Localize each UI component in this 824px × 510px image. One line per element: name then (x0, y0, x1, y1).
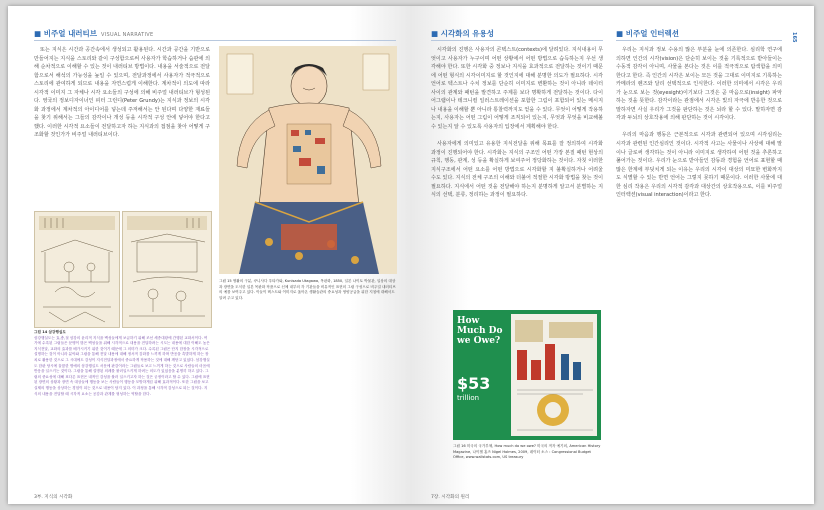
right-col1-heading: ■ 시각화의 유용성 (431, 29, 495, 38)
left-paragraph-1: 또는 지식은 시간과 공간속에서 생성되고 활용된다. 시간과 공간을 기반으로 만들어지는 지식을 스토리와 같이 구성함으로써 사용자가 학습하거나 습관에 의해 순차적으로 이해할 수 있는 것이 내러티브 방법이다. 내용을 서술적으로 전달함으로서 해석의 가능성을 높일 수 있으며, 전달과정에서 사용자가 적극적으로 스토리에 관여하게 되므로 내용을 자연스럽게 이해한다. 계차적이 의도에 따라 시각적 이미지 그 자체나 시각 요소들의 구성에 의해 비주얼 내러티브가 형성된다. 영국의 정보디자이너인 피터 그런디(Peter Grundy)는 지식과 정보의 시각화 과정에서 계차적의 아이디어를 넣는데 주저해서는 안 된다며 다양한 재료들을 찾기 위해서는 그들의 감각이나 개성 등을 시각적 구성 안에 넣어야 한다고 했다. 이러한 시각적 요소들이 전달하고자 하는 지식과의 접점을 찾아 어떻게 구조화할 것인가가 비주얼 내러티브이다. (34, 47, 210, 139)
page-number: 165 (791, 32, 797, 43)
figure-14-right-print (122, 211, 212, 328)
right-page (411, 6, 814, 504)
right-col1-rule (431, 40, 603, 41)
ukiyoe-anatomy-illustration (219, 46, 397, 274)
figure-14-left-print (34, 211, 120, 328)
figure-16-caption: 그림 16 미국의 국가부채, How much do we owe? 미국의 적자 예기외, American History Magazine, 나이젤 홈즈 Nigel Holmes, 2009, 데이터 소스 : Congressional Budget Office, www.wallstats.com, US treasury (453, 444, 601, 460)
figure-16-poster (453, 310, 601, 440)
poster-unit: trillion (457, 394, 480, 402)
left-heading-sub: VISUAL NARRATIVE (101, 32, 154, 38)
left-heading: ■ 비주얼 내러티브 VISUAL NARRATIVE (34, 29, 154, 38)
right-col2-rule (616, 40, 782, 41)
bullet-icon: ■ (34, 29, 42, 38)
poster-amount: $53 (457, 374, 491, 393)
woodblock-print-illustration (35, 212, 119, 327)
right-col1-text (431, 46, 603, 208)
right-folio: 7장. 시각화의 원리 (431, 495, 470, 500)
bullet-icon: ■ (616, 29, 624, 38)
figure-15-image (219, 46, 397, 274)
figure-14-caption-title: 그림 14 삼강행실도 (34, 330, 66, 334)
poster-title: How Much Do we Owe? (457, 316, 503, 346)
left-heading-rule (34, 40, 396, 41)
left-body-text (34, 46, 210, 149)
left-page (8, 6, 411, 504)
woodblock-print-illustration (123, 212, 211, 327)
figure-14-caption-body: 삼강행실도는 효,충,절 삼강의 윤리적 지식을 백성들에게 보급하기 위해 조선 세종대왕에 간행된 교화서이다. 여기에 수록된 그림들은 문맹이 많은 백성들을 위해 시각적으로 내용을 전달하려는 시도는 내용에 대한 이해도 높은 지식전달, 교화의 효과를 배가시키기 위한 것이기 때문에 그 의미가 크다. 수록된 그림은 단지 한장을 시각적으로 설명하는 것이 아니라 분야와 그림을 통해 전달 내용에 대해 정서적 감화를 느끼게 하며 반응을 촉발하게 하는 장치로 활용한 것으로 그 시대에도 감성이 지식전달과정에서 중요하게 작용하는 것에 대해 깨닫고 있었다. 삼강행실도 한판 당시에 훌륭한 명예의 삼강행실도 서문에 판감이라는 그림들로 보고 느끼게 하는 것으로 사람들의 마음에 반응을 일으키는 것이다. 그림을 통해 설명된 의례를 불러일으키게 하려는 의도가 있었음을 분명히 하고 있다. 그림의 중요성에 대해 표다른 표현은 내적인 감성을 불러 일으키고자 하는 것은 궁정이라고 할 수 있다. 그림에 표현된 장면의 상황과 장면 속 대상들에 행동을 보는 사람들이 행동을 모방하게끔 위해 효과적이다. 또한 그림을 보고 실제의 행동을 상상하는 경험이 되는 것으로 내용이 담겨 있다. 이 과정을 통해 시각적 감성으로 되는 것이다. 지식의 내용을 전달할 때 시각적 요소는 공감과 관계를 형성하는 역할을 한다. (34, 335, 210, 396)
right-col2-paragraph-1: 우리는 지식과 정보 수용의 많은 부분을 눈에 의존한다. 심리학 연구에 의하면 인간의 시각(vision)은 단순히 보이는 것을 기록적으로 받아들이는 수동적 감각이 아니며, 사물을 본다는 것은 이를 적극적으로 탐색함을 의미한다고 한다. 즉 인간의 시각은 보이는 모든 것을 그대로 이미지로 기록하는 카메라의 렌즈와 달리 선택적으로 인식한다. 이러한 의미에서 시각은 우리가 눈으로 보는 것(eyesight)이기보다 그것은 곧 마음으로(insight) 파악하는 것을 뜻한다. 감각이라는 관점에서 시각은 빛의 자극에 반응한 것으로 말하자면 사실 우리가 그것을 판단하는 것은 뇌라 할 수 있다. 말하자면 감각과 두뇌의 상호작용에 의해 판단하는 것이 시각이다. (616, 47, 782, 122)
right-col2-heading: ■ 비주얼 인터렉션 (616, 29, 680, 38)
right-col1-paragraph-1: 시각화의 진행은 사용자의 콘텍스트(contexts)에 달려있다. 지식내용이 무엇이고 사용자가 누구이며 어떤 상황에서 어떤 방법으로 습득하는지 우선 생각해야 한다. 또한 시각화 중 정보나 지식을 효과적으로 전달하는 것이기 때문에 어떤 형식의 시각이미지로 할 것인지에 대해 분명한 의도가 필요하다. 시각 언어로 텍스트나 수치 정보를 단순히 이미지로 변환하는 것이 아니라 데이터 사이의 관계와 패턴을 발견하고 주제를 보다 명확하게 전달하는 것이다. 다이어그램이나 테크니컬 일러스트레이션을 포함한 그림이 포함되어 있는 메시지나 내용을 이해할 뿐 아니라 통찰력까지도 얻을 수 있다. 무엇이 어떻게 작용하는지, 사용자는 어떤 그림이 어떻게 조직되어 있는지, 무엇과 무엇을 비교해볼 수 있는지 알 수 있도록 사용자의 입장에서 계획해야 한다. (431, 47, 603, 130)
figure-14-caption (34, 330, 210, 397)
left-folio: 3부. 지식의 시각화 (34, 495, 73, 500)
figure-15-caption: 그림 15 생활의 구분, 쿠니사다 우타가와, Kunisada Utagawa, 목판화, 1850, 일본 나이토 박물관, 일상의 대상과 장면을 도식한 일본 목판화 작품으로 신체 내부의 각 기관들을 비유적인 표현의 그림 구성으로 비주얼 내러티브의 예를 보여주고 있다. 이들이 텍스트와 이미지로 옮아온 생활습관의 중요성과 영양공급을 위한 지침에 대해서도 알려 주고 있다. (219, 279, 396, 300)
bullet-icon: ■ (431, 29, 439, 38)
right-col1-paragraph-2: 사용자에게 의미있고 유용한 지식전달을 위해 목표를 잘 정의하여 시각화 과정이 진행되어야 한다. 시각화는 지식의 구조인 어떤 가장 본질 패턴 현상의 규칙, 행동, 관계, 성 등을 확실하게 보여주어 정당화하는 것이다. 자칫 이러한 지식구조에서 어떤 요소를 어떤 방법으로 시각화할 지 불확실하거나 어려울 수도 있다. 지식의 전체 구조의 이해와 더불어 적절한 시각화 방법을 찾는 것이 필요하다. 지식에서 어떤 것을 전달해야 하는지 분명하게 알고서 분별하는 지식의 선택, 분류, 정리하는 과정이 필요하다. (431, 140, 603, 199)
right-col2-text (616, 46, 782, 208)
book-spread (8, 6, 814, 504)
right-col2-paragraph-2: 우리의 마음과 행동은 근본적으로 시각과 관련되어 있으며 시각심리는 시각과 관련된 인간심리인 것이다. 시각적 사고는 사물이나 사상에 대해 말이나 글로써 생각하는 것이 아니라 이미지로 생각하여 어떤 것을 추론하고 풀어가는 것이다. 우리가 눈으로 받아들인 감동과 경험을 언어로 표현할 때 많은 한계에 부딪치게 되는 이유는 우리의 시각이 대상의 미묘한 변화까지도 식별할 수 있는 반면 언어는 그렇지 못하기 때문이다. 이러한 사물에 대한 심리 작용은 우리의 시각적 감각과 대상간의 상호작용으로, 이를 비주얼 인터렉션(visual interaction)이라고 한다. (616, 132, 782, 199)
